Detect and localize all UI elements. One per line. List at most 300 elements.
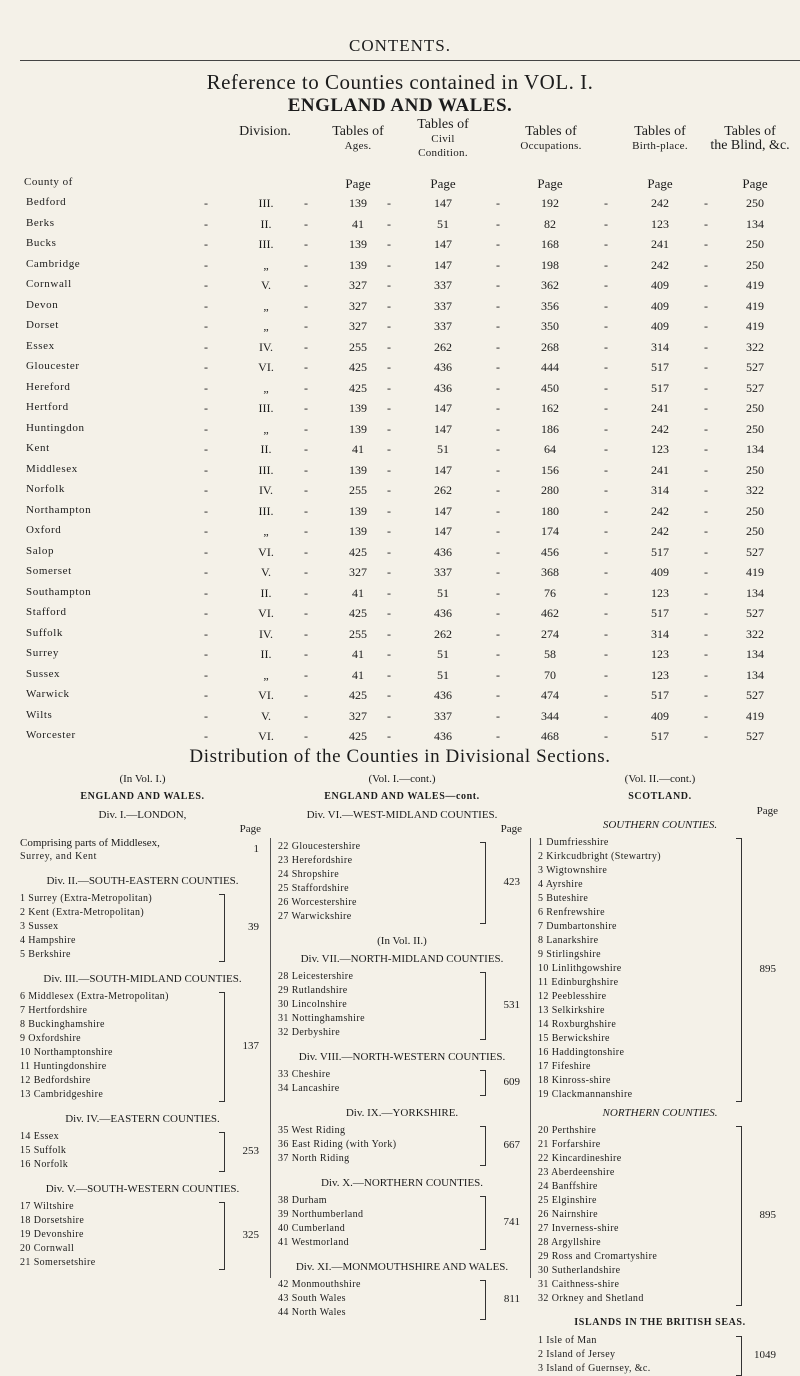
division-cell: VI. <box>258 606 274 620</box>
birthplace-page-cell: 241 <box>651 237 669 251</box>
brace-icon <box>219 894 225 962</box>
civil-page-cell: 436 <box>434 729 452 743</box>
division-cell: „ <box>263 319 269 333</box>
leader-dash: - <box>704 585 708 600</box>
division-cell: VI. <box>258 688 274 702</box>
blind-page-cell: 322 <box>746 626 764 641</box>
leader-dash: - <box>604 196 608 210</box>
occupations-page-cell: 186 <box>541 421 559 436</box>
leader-dash: - <box>704 237 708 251</box>
civil-page-cell: 147 <box>434 421 452 436</box>
leader-dash: - <box>704 708 708 723</box>
birthplace-page-cell: 409 <box>651 319 669 333</box>
county-list-item: 11 Huntingdonshire <box>20 1061 107 1072</box>
occupations-page-cell: 180 <box>541 503 559 518</box>
county-list-item: 27 Inverness-shire <box>538 1223 619 1234</box>
leader-dash: - <box>304 319 308 333</box>
table-row <box>0 278 800 299</box>
brace-icon <box>480 1280 486 1320</box>
blind-page-cell: 322 <box>746 339 764 354</box>
division-list <box>20 1130 265 1172</box>
county-list-item: 5 Buteshire <box>538 893 589 904</box>
ages-page-cell: 139 <box>349 421 367 436</box>
blind-page-cell: 250 <box>746 196 764 210</box>
county-name: Salop <box>26 544 55 557</box>
leader-dash: - <box>204 360 208 374</box>
civil-page-cell: 337 <box>434 319 452 333</box>
civil-page-cell: 436 <box>434 544 452 559</box>
civil-page-cell: 147 <box>434 524 452 538</box>
civil-page-cell: 436 <box>434 606 452 620</box>
birthplace-page-cell: 241 <box>651 462 669 477</box>
leader-dash: - <box>204 257 208 272</box>
county-name: Stafford <box>26 606 67 618</box>
county-list-item: 12 Peeblesshire <box>538 991 607 1002</box>
page-label-civil: Page <box>430 176 456 191</box>
leader-dash: - <box>387 442 391 456</box>
county-list-item: 6 Middlesex (Extra-Metropolitan) <box>20 991 169 1002</box>
header-rule <box>20 60 800 61</box>
birthplace-page-cell: 409 <box>651 298 669 313</box>
division-list <box>278 970 526 1040</box>
division-cell: II. <box>260 647 272 661</box>
leader-dash: - <box>604 626 608 641</box>
county-list-item: 16 Norfolk <box>20 1159 69 1170</box>
page-number: 895 <box>759 1209 776 1221</box>
table-row <box>0 381 800 402</box>
occupations-page-cell: 156 <box>541 462 559 477</box>
county-list-item: 18 Dorsetshire <box>20 1215 85 1226</box>
leader-dash: - <box>204 380 208 395</box>
col-civil-header <box>398 118 488 160</box>
birthplace-page-cell: 517 <box>651 380 669 395</box>
table-row <box>0 237 800 258</box>
county-list-item: 35 West Riding <box>278 1125 346 1136</box>
col-birthplace-line2: Birth-place. <box>632 140 688 152</box>
leader-dash: - <box>496 421 500 436</box>
page-label-occupations: Page <box>537 176 563 191</box>
col-division-label: Division. <box>239 124 291 139</box>
county-name: Warwick <box>26 688 70 700</box>
column-divider <box>530 838 531 1278</box>
leader-dash: - <box>387 626 391 641</box>
leader-dash: - <box>204 339 208 354</box>
blind-page-cell: 419 <box>746 298 764 313</box>
blind-page-cell: 250 <box>746 237 764 251</box>
leader-dash: - <box>496 729 500 743</box>
county-list-item: 12 Bedfordshire <box>20 1075 91 1086</box>
birthplace-page-cell: 314 <box>651 626 669 641</box>
leader-dash: - <box>204 237 208 251</box>
occupations-page-cell: 76 <box>544 585 556 600</box>
division-text: Comprising parts of Middlesex, <box>20 837 160 849</box>
civil-page-cell: 51 <box>437 216 449 231</box>
page-number: 137 <box>242 1040 259 1052</box>
blind-page-cell: 134 <box>746 442 764 456</box>
leader-dash: - <box>704 401 708 415</box>
blind-page-cell: 419 <box>746 565 764 579</box>
blind-page-cell: 134 <box>746 667 764 682</box>
birthplace-page-cell: 241 <box>651 401 669 415</box>
vol-label: (Vol. I.—cont.) <box>368 773 436 785</box>
division-cell: IV. <box>258 339 274 354</box>
county-list-item: 7 Dumbartonshire <box>538 921 617 932</box>
ages-page-cell: 425 <box>349 729 367 743</box>
leader-dash: - <box>704 442 708 456</box>
leader-dash: - <box>604 442 608 456</box>
ages-page-cell: 139 <box>349 257 367 272</box>
col-civil-line2: Civil <box>431 133 455 145</box>
leader-dash: - <box>387 196 391 210</box>
birthplace-page-cell: 409 <box>651 278 669 292</box>
county-list-item: 1 Isle of Man <box>538 1335 597 1346</box>
division-list <box>20 1200 265 1270</box>
leader-dash: - <box>496 688 500 702</box>
ages-page-cell: 255 <box>349 339 367 354</box>
leader-dash: - <box>704 626 708 641</box>
leader-dash: - <box>304 688 308 702</box>
birthplace-page-cell: 242 <box>651 524 669 538</box>
brace-icon <box>480 972 486 1040</box>
leader-dash: - <box>387 319 391 333</box>
county-name: Southampton <box>26 585 92 598</box>
leader-dash: - <box>387 401 391 415</box>
table-row <box>0 422 800 443</box>
ages-page-cell: 139 <box>349 503 367 518</box>
blind-page-cell: 250 <box>746 524 764 538</box>
leader-dash: - <box>204 442 208 456</box>
page-number: 423 <box>503 876 520 888</box>
table-row <box>0 401 800 422</box>
brace-icon <box>480 1070 486 1096</box>
division-cell: IV. <box>258 483 274 497</box>
county-name: Kent <box>26 442 50 454</box>
distribution-column-3 <box>538 772 782 1376</box>
division-list <box>278 840 526 924</box>
occupations-page-cell: 274 <box>541 626 559 641</box>
col-ages-header <box>318 125 398 153</box>
county-list-item: 5 Berkshire <box>20 949 71 960</box>
division-list <box>538 1124 782 1306</box>
leader-dash: - <box>496 626 500 641</box>
division-title: Div. III.—SOUTH-MIDLAND COUNTIES. <box>43 973 242 985</box>
county-list-item: 8 Buckinghamshire <box>20 1019 105 1030</box>
civil-page-cell: 436 <box>434 380 452 395</box>
occupations-page-cell: 168 <box>541 237 559 251</box>
blind-page-cell: 250 <box>746 462 764 477</box>
ages-page-cell: 327 <box>349 298 367 313</box>
ages-page-cell: 327 <box>349 319 367 333</box>
birthplace-page-cell: 314 <box>651 483 669 497</box>
county-name: Suffolk <box>26 626 64 639</box>
division-cell: „ <box>263 667 269 682</box>
division-list <box>20 990 265 1102</box>
leader-dash: - <box>704 462 708 477</box>
england-wales-heading: ENGLAND AND WALES. <box>287 95 513 116</box>
leader-dash: - <box>304 647 308 661</box>
county-list-item: 1 Surrey (Extra-Metropolitan) <box>20 893 153 904</box>
county-list-item: 29 Ross and Cromartyshire <box>538 1251 658 1262</box>
blind-page-cell: 250 <box>746 257 764 272</box>
col-civil-line3: Condition. <box>418 147 468 159</box>
civil-page-cell: 51 <box>437 442 449 456</box>
leader-dash: - <box>304 257 308 272</box>
leader-dash: - <box>204 667 208 682</box>
leader-dash: - <box>387 237 391 251</box>
county-list-item: 14 Essex <box>20 1131 60 1142</box>
leader-dash: - <box>304 360 308 374</box>
col-blind-line1: Tables of <box>724 124 776 139</box>
column-divider <box>270 838 271 1278</box>
leader-dash: - <box>304 216 308 231</box>
table-row <box>0 217 800 238</box>
leader-dash: - <box>496 401 500 415</box>
page-number: 325 <box>242 1229 259 1241</box>
ages-page-cell: 41 <box>352 667 364 682</box>
county-list-item: 14 Roxburghshire <box>538 1019 617 1030</box>
leader-dash: - <box>387 524 391 538</box>
division-cell: III. <box>258 237 274 251</box>
leader-dash: - <box>387 729 391 743</box>
civil-page-cell: 262 <box>434 626 452 641</box>
division-cell: VI. <box>258 544 274 559</box>
blind-page-cell: 527 <box>746 606 764 620</box>
division-cell: V. <box>260 708 272 723</box>
county-list-item: 3 Wigtownshire <box>538 865 608 876</box>
occupations-page-cell: 362 <box>541 278 559 292</box>
leader-dash: - <box>387 606 391 620</box>
leader-dash: - <box>387 278 391 292</box>
leader-dash: - <box>496 585 500 600</box>
leader-dash: - <box>496 257 500 272</box>
country-heading: ENGLAND AND WALES—cont. <box>324 791 480 802</box>
county-list-item: 40 Cumberland <box>278 1223 346 1234</box>
county-list-item: 10 Linlithgowshire <box>538 963 622 974</box>
civil-page-cell: 262 <box>434 483 452 497</box>
leader-dash: - <box>204 462 208 477</box>
table-row <box>0 627 800 648</box>
leader-dash: - <box>496 196 500 210</box>
leader-dash: - <box>496 278 500 292</box>
ages-page-cell: 327 <box>349 278 367 292</box>
brace-icon <box>736 1336 742 1376</box>
ages-page-cell: 139 <box>349 524 367 538</box>
page-number: 667 <box>503 1139 520 1151</box>
leader-dash: - <box>704 544 708 559</box>
birthplace-page-cell: 409 <box>651 565 669 579</box>
table-row <box>0 463 800 484</box>
county-name: Hertford <box>26 401 69 413</box>
county-list-item: 29 Rutlandshire <box>278 985 348 996</box>
division-title: Div. I.—LONDON, <box>98 809 187 821</box>
birthplace-page-cell: 314 <box>651 339 669 354</box>
leader-dash: - <box>496 483 500 497</box>
page-label: Page <box>756 805 778 817</box>
blind-page-cell: 322 <box>746 483 764 497</box>
county-list-item: 3 Island of Guernsey, &c. <box>538 1363 651 1374</box>
county-list-item: 22 Kincardineshire <box>538 1153 622 1164</box>
birthplace-page-cell: 242 <box>651 503 669 518</box>
leader-dash: - <box>204 503 208 518</box>
leader-dash: - <box>496 524 500 538</box>
leader-dash: - <box>304 585 308 600</box>
leader-dash: - <box>604 503 608 518</box>
page-number: 1049 <box>754 1349 776 1361</box>
leader-dash: - <box>387 647 391 661</box>
civil-page-cell: 51 <box>437 585 449 600</box>
leader-dash: - <box>387 688 391 702</box>
ages-page-cell: 327 <box>349 565 367 579</box>
ages-page-cell: 425 <box>349 688 367 702</box>
county-list-item: 3 Sussex <box>20 921 59 932</box>
division-cell: II. <box>260 585 272 600</box>
division-list <box>20 892 265 962</box>
brace-icon <box>480 842 486 924</box>
leader-dash: - <box>304 442 308 456</box>
leader-dash: - <box>204 565 208 579</box>
leader-dash: - <box>704 565 708 579</box>
county-name: Oxford <box>26 524 62 536</box>
occupations-page-cell: 70 <box>544 667 556 682</box>
civil-page-cell: 147 <box>434 257 452 272</box>
leader-dash: - <box>304 503 308 518</box>
page-number: 609 <box>503 1076 520 1088</box>
division-title: Div. VI.—WEST-MIDLAND COUNTIES. <box>306 809 498 821</box>
division-list <box>538 836 782 1102</box>
county-name: Bucks <box>26 237 57 249</box>
division-list <box>278 1194 526 1250</box>
leader-dash: - <box>304 565 308 579</box>
col-division-header <box>220 125 310 139</box>
vol-label: (In Vol. I.) <box>119 773 166 785</box>
leader-dash: - <box>704 216 708 231</box>
ages-page-cell: 41 <box>352 647 364 661</box>
table-row <box>0 524 800 545</box>
leader-dash: - <box>704 319 708 333</box>
reference-heading: Reference to Counties contained in VOL. I. <box>206 70 594 94</box>
division-cell: „ <box>263 421 269 436</box>
distribution-column-1 <box>20 772 265 1270</box>
county-list-item: 38 Durham <box>278 1195 327 1206</box>
occupations-page-cell: 58 <box>544 647 556 661</box>
leader-dash: - <box>704 483 708 497</box>
page-label-blind: Page <box>742 176 768 191</box>
brace-icon <box>219 992 225 1102</box>
county-list-item: 37 North Riding <box>278 1153 350 1164</box>
civil-page-cell: 262 <box>434 339 452 354</box>
table-row <box>0 709 800 730</box>
county-list-item: 43 South Wales <box>278 1293 346 1304</box>
county-name: Berks <box>26 216 55 229</box>
civil-page-cell: 147 <box>434 462 452 477</box>
leader-dash: - <box>304 729 308 743</box>
division-cell: „ <box>263 524 269 538</box>
county-list-item: 31 Nottinghamshire <box>278 1013 365 1024</box>
county-list-item: 4 Ayrshire <box>538 879 584 890</box>
blind-page-cell: 419 <box>746 708 764 723</box>
leader-dash: - <box>204 688 208 702</box>
occupations-page-cell: 82 <box>544 216 556 231</box>
leader-dash: - <box>604 421 608 436</box>
col-birthplace-line1: Tables of <box>634 124 686 139</box>
leader-dash: - <box>496 380 500 395</box>
civil-page-cell: 337 <box>434 298 452 313</box>
leader-dash: - <box>387 708 391 723</box>
table-row <box>0 504 800 525</box>
occupations-page-cell: 468 <box>541 729 559 743</box>
ages-page-cell: 139 <box>349 196 367 210</box>
leader-dash: - <box>204 278 208 292</box>
leader-dash: - <box>304 278 308 292</box>
blind-page-cell: 134 <box>746 647 764 661</box>
division-cell: „ <box>263 380 269 395</box>
page-label-birthplace: Page <box>647 176 673 191</box>
leader-dash: - <box>204 483 208 497</box>
county-name: Essex <box>26 339 55 352</box>
occupations-page-cell: 344 <box>541 708 559 723</box>
county-name: Middlesex <box>26 462 78 475</box>
page-label: Page <box>239 823 261 835</box>
leader-dash: - <box>304 708 308 723</box>
leader-dash: - <box>496 462 500 477</box>
page-number: 531 <box>503 999 520 1011</box>
birthplace-page-cell: 123 <box>651 585 669 600</box>
leader-dash: - <box>704 524 708 538</box>
brace-icon <box>736 838 742 1102</box>
leader-dash: - <box>204 196 208 210</box>
table-row <box>0 668 800 689</box>
county-list-item: 18 Kinross-shire <box>538 1075 611 1086</box>
division-cell: „ <box>263 257 269 272</box>
blind-page-cell: 527 <box>746 360 764 374</box>
table-row <box>0 647 800 668</box>
leader-dash: - <box>387 503 391 518</box>
leader-dash: - <box>604 483 608 497</box>
page-label-ages: Page <box>345 176 371 191</box>
blind-page-cell: 527 <box>746 544 764 559</box>
birthplace-page-cell: 517 <box>651 606 669 620</box>
leader-dash: - <box>304 380 308 395</box>
leader-dash: - <box>704 688 708 702</box>
leader-dash: - <box>387 544 391 559</box>
leader-dash: - <box>204 606 208 620</box>
leader-dash: - <box>304 667 308 682</box>
division-title: Div. IV.—EASTERN COUNTIES. <box>65 1113 220 1125</box>
leader-dash: - <box>496 708 500 723</box>
leader-dash: - <box>387 257 391 272</box>
birthplace-page-cell: 517 <box>651 360 669 374</box>
leader-dash: - <box>604 544 608 559</box>
county-list-item: 34 Lancashire <box>278 1083 340 1094</box>
birthplace-page-cell: 242 <box>651 196 669 210</box>
county-name: Wilts <box>26 708 53 721</box>
division-cell: IV. <box>258 626 274 641</box>
leader-dash: - <box>704 257 708 272</box>
table-row <box>0 565 800 586</box>
division-cell: III. <box>258 503 274 518</box>
leader-dash: - <box>604 237 608 251</box>
col-blind-line2: the Blind, &c. <box>710 138 790 153</box>
ages-page-cell: 41 <box>352 216 364 231</box>
leader-dash: - <box>704 360 708 374</box>
leader-dash: - <box>204 524 208 538</box>
table-row <box>0 586 800 607</box>
ages-page-cell: 41 <box>352 585 364 600</box>
blind-page-cell: 250 <box>746 421 764 436</box>
county-list-item: 23 Aberdeenshire <box>538 1167 615 1178</box>
county-list-item: 30 Sutherlandshire <box>538 1265 621 1276</box>
blind-page-cell: 250 <box>746 503 764 518</box>
